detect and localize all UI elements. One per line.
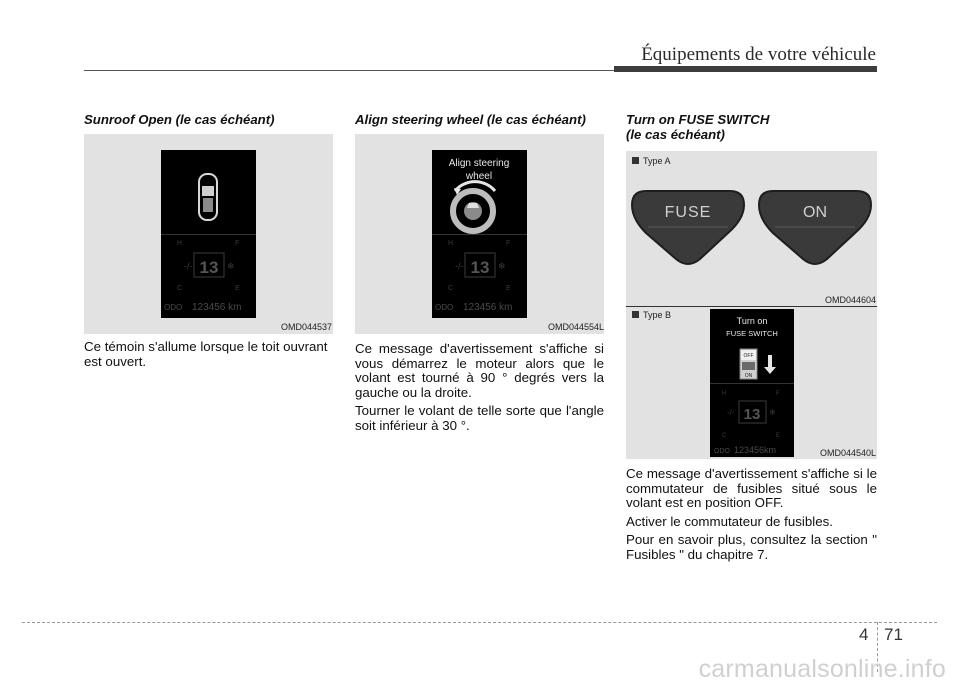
figure-code-type-a: OMD044604	[824, 295, 876, 305]
fuse-switch-off-label: OFF	[743, 353, 754, 359]
type-a-display-illustration	[626, 151, 877, 308]
svg-text:F: F	[776, 391, 780, 397]
figure-align-steering	[355, 134, 604, 334]
svg-text:H: H	[722, 391, 727, 397]
svg-text:-/-: -/-	[455, 261, 464, 271]
body-text-fuse-switch	[626, 467, 877, 567]
figure-code-type-b: OMD044540L	[819, 448, 876, 458]
type-a-right-display-text: ON	[803, 204, 827, 221]
align-steering-lcd-illustration	[355, 134, 604, 334]
section-title-line2: (le cas échéant)	[626, 127, 725, 142]
fuse-switch-icon	[740, 349, 757, 379]
lcd1-odo-value: 123456 km	[192, 302, 242, 313]
lcd3-message-line2: FUSE SWITCH	[726, 329, 778, 338]
paragraph: Ce message d'avertissement s'affiche si le commutateur de fusibles situé sous le volant est en position OFF.	[626, 466, 877, 511]
lcd1-big-number: 13	[199, 258, 219, 277]
svg-text:H: H	[177, 240, 183, 247]
lcd2-message-line1: Align steering	[448, 158, 510, 169]
svg-text:C: C	[177, 285, 183, 292]
lcd2-message-line2: wheel	[465, 171, 493, 182]
lcd3-odo-label: ODO	[714, 448, 730, 455]
header-rule-thin	[84, 70, 614, 71]
svg-text:C: C	[448, 285, 454, 292]
chapter-header-title: Équipements de votre véhicule	[641, 44, 876, 65]
fuse-switch-on-label: ON	[744, 373, 753, 379]
type-a-label	[632, 156, 671, 166]
footer-dashed-rule	[22, 622, 937, 623]
paragraph: Ce témoin s'allume lorsque le toit ouvrant est ouvert.	[84, 339, 328, 369]
svg-text:F: F	[506, 240, 511, 247]
paragraph: Activer le commutateur de fusibles.	[626, 513, 833, 529]
svg-text:C: C	[722, 433, 727, 439]
lcd3-big-number: 13	[743, 406, 761, 423]
type-b-label	[632, 310, 671, 320]
body-text-align-steering	[355, 342, 604, 438]
lcd3-odo-value: 123456km	[734, 445, 777, 455]
svg-text:E: E	[776, 433, 781, 439]
section-title-align-steering: Align steering wheel (le cas échéant)	[355, 112, 586, 127]
paragraph: Tourner le volant de telle sorte que l'angle soit inférieur à 30 °.	[355, 403, 604, 433]
type-a-label-text: Type A	[643, 156, 671, 166]
type-b-label-text: Type B	[643, 310, 672, 320]
svg-text:E: E	[506, 285, 511, 292]
lcd2-big-number: 13	[470, 258, 490, 277]
svg-text:❄: ❄	[498, 261, 506, 271]
lcd1-odo-label: ODO	[164, 303, 183, 312]
svg-text:-/-: -/-	[727, 408, 735, 417]
page-number: 71	[884, 625, 903, 644]
paragraph: Ce message d'avertissement s'affiche si vous démarrez le moteur alors que le volant est tourné à 90 ° degrés vers la gauche ou la droite.	[355, 341, 604, 400]
watermark: carmanualsonline.info	[698, 655, 946, 683]
svg-text:H: H	[448, 240, 454, 247]
section-title-fuse-switch	[626, 112, 876, 142]
lcd2-odo-value: 123456 km	[463, 302, 513, 313]
bullet-square-icon	[632, 157, 639, 164]
section-title-sunroof: Sunroof Open (le cas échéant)	[84, 112, 275, 127]
figure-code-sunroof: OMD044537	[280, 322, 332, 332]
type-a-left-display-text: FUSE	[664, 204, 712, 221]
figure-type-a	[626, 151, 877, 308]
section-title-line1: Turn on FUSE SWITCH	[626, 112, 770, 127]
svg-text:❄: ❄	[227, 261, 235, 271]
figure-sunroof	[84, 134, 333, 334]
paragraph: Pour en savoir plus, consultez la section " Fusibles " du chapitre 7.	[626, 532, 877, 562]
header-rule-thick	[614, 66, 877, 72]
sunroof-lcd-illustration	[84, 134, 333, 334]
type-b-lcd-illustration	[626, 307, 877, 459]
svg-text:-/-: -/-	[184, 261, 193, 271]
svg-text:F: F	[235, 240, 240, 247]
chapter-number: 4	[859, 625, 869, 644]
lcd3-message-line1: Turn on	[736, 316, 768, 326]
lcd2-odo-label: ODO	[435, 303, 454, 312]
svg-text:❄: ❄	[769, 408, 776, 417]
figure-type-b	[626, 307, 877, 459]
svg-text:E: E	[235, 285, 240, 292]
body-text-sunroof	[84, 340, 334, 373]
figure-code-align-steering: OMD044554L	[547, 322, 604, 332]
bullet-square-icon	[632, 311, 639, 318]
